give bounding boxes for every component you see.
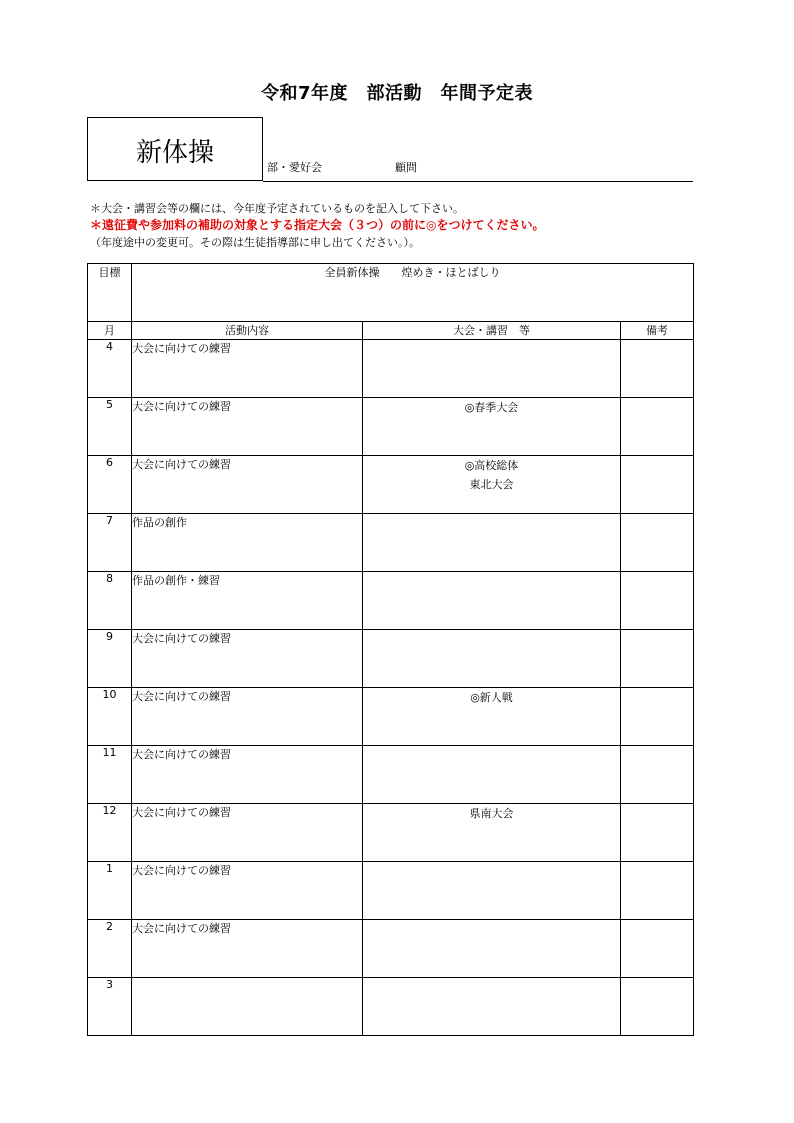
activity-cell[interactable]: 作品の創作 [132, 514, 363, 572]
remarks-cell[interactable] [621, 340, 694, 398]
event-cell[interactable] [363, 804, 621, 862]
activity-cell[interactable]: 作品の創作・練習 [132, 572, 363, 630]
event-cell[interactable] [363, 862, 621, 920]
month-cell: 12 [88, 804, 132, 862]
month-cell: 2 [88, 920, 132, 978]
month-cell: 10 [88, 688, 132, 746]
remarks-cell[interactable] [621, 572, 694, 630]
month-cell: 1 [88, 862, 132, 920]
activity-cell[interactable]: 大会に向けての練習 [132, 340, 363, 398]
event-cell[interactable] [363, 688, 621, 746]
event-cell[interactable] [363, 978, 621, 1036]
table-row [88, 630, 694, 688]
event-cell[interactable] [363, 340, 621, 398]
annual-schedule-table [87, 263, 694, 1036]
event-cell[interactable] [363, 746, 621, 804]
header-underline [263, 181, 693, 182]
month-cell: 9 [88, 630, 132, 688]
activity-cell[interactable]: 大会に向けての練習 [132, 630, 363, 688]
event-header: 大会・講習 等 [363, 322, 621, 340]
activity-cell[interactable]: 大会に向けての練習 [132, 862, 363, 920]
month-cell: 11 [88, 746, 132, 804]
event-cell[interactable] [363, 514, 621, 572]
remarks-cell[interactable] [621, 398, 694, 456]
table-row [88, 804, 694, 862]
activity-cell[interactable]: 大会に向けての練習 [132, 804, 363, 862]
event-entry: ◎高校総体 [464, 459, 519, 472]
remarks-cell[interactable] [621, 978, 694, 1036]
note-designated-events: ＊遠征費や参加料の補助の対象とする指定大会（３つ）の前に◎をつけてください。 [90, 218, 545, 232]
event-entry: 県南大会 [469, 807, 514, 820]
note-instructions: ＊大会・講習会等の欄には、今年度予定されているものを記入して下さい。 [90, 202, 464, 215]
month-cell: 7 [88, 514, 132, 572]
column-header-row [88, 322, 694, 340]
month-cell: 5 [88, 398, 132, 456]
remarks-cell[interactable] [621, 862, 694, 920]
remarks-header: 備考 [621, 322, 694, 340]
goal-row [88, 264, 694, 322]
table-row [88, 456, 694, 514]
event-cell[interactable] [363, 630, 621, 688]
remarks-cell[interactable] [621, 630, 694, 688]
event-cell[interactable] [363, 920, 621, 978]
event-entry: ◎新人戦 [470, 691, 513, 704]
activity-cell[interactable]: 大会に向けての練習 [132, 398, 363, 456]
table-row [88, 398, 694, 456]
table-row [88, 688, 694, 746]
month-cell: 3 [88, 978, 132, 1036]
table-row [88, 514, 694, 572]
activity-cell[interactable] [132, 978, 363, 1036]
table-row [88, 920, 694, 978]
club-type-label: 部・愛好会 [267, 161, 322, 174]
page-title: 令和7年度 部活動 年間予定表 [260, 83, 534, 104]
month-cell: 6 [88, 456, 132, 514]
club-name-box[interactable]: 新体操 [87, 117, 263, 181]
goal-value[interactable]: 全員新体操 煌めき・ほとばしり [132, 264, 694, 322]
activity-cell[interactable]: 大会に向けての練習 [132, 920, 363, 978]
activity-cell[interactable]: 大会に向けての練習 [132, 456, 363, 514]
table-row [88, 572, 694, 630]
event-cell[interactable] [363, 398, 621, 456]
month-cell: 4 [88, 340, 132, 398]
event-entry: ◎春季大会 [464, 401, 519, 414]
table-row [88, 746, 694, 804]
activity-cell[interactable]: 大会に向けての練習 [132, 688, 363, 746]
table-row [88, 340, 694, 398]
activity-cell[interactable]: 大会に向けての練習 [132, 746, 363, 804]
event-cell[interactable] [363, 456, 621, 514]
event-cell[interactable] [363, 572, 621, 630]
remarks-cell[interactable] [621, 514, 694, 572]
event-entry: 東北大会 [469, 478, 514, 491]
remarks-cell[interactable] [621, 920, 694, 978]
advisor-label: 顧問 [395, 161, 417, 174]
table-row [88, 978, 694, 1036]
remarks-cell[interactable] [621, 456, 694, 514]
activity-header: 活動内容 [132, 322, 363, 340]
remarks-cell[interactable] [621, 746, 694, 804]
month-header: 月 [88, 322, 132, 340]
goal-label: 目標 [88, 264, 132, 322]
table-row [88, 862, 694, 920]
remarks-cell[interactable] [621, 804, 694, 862]
note-changes: （年度途中の変更可。その際は生徒指導部に申し出てください。）。 [90, 236, 420, 249]
remarks-cell[interactable] [621, 688, 694, 746]
month-cell: 8 [88, 572, 132, 630]
